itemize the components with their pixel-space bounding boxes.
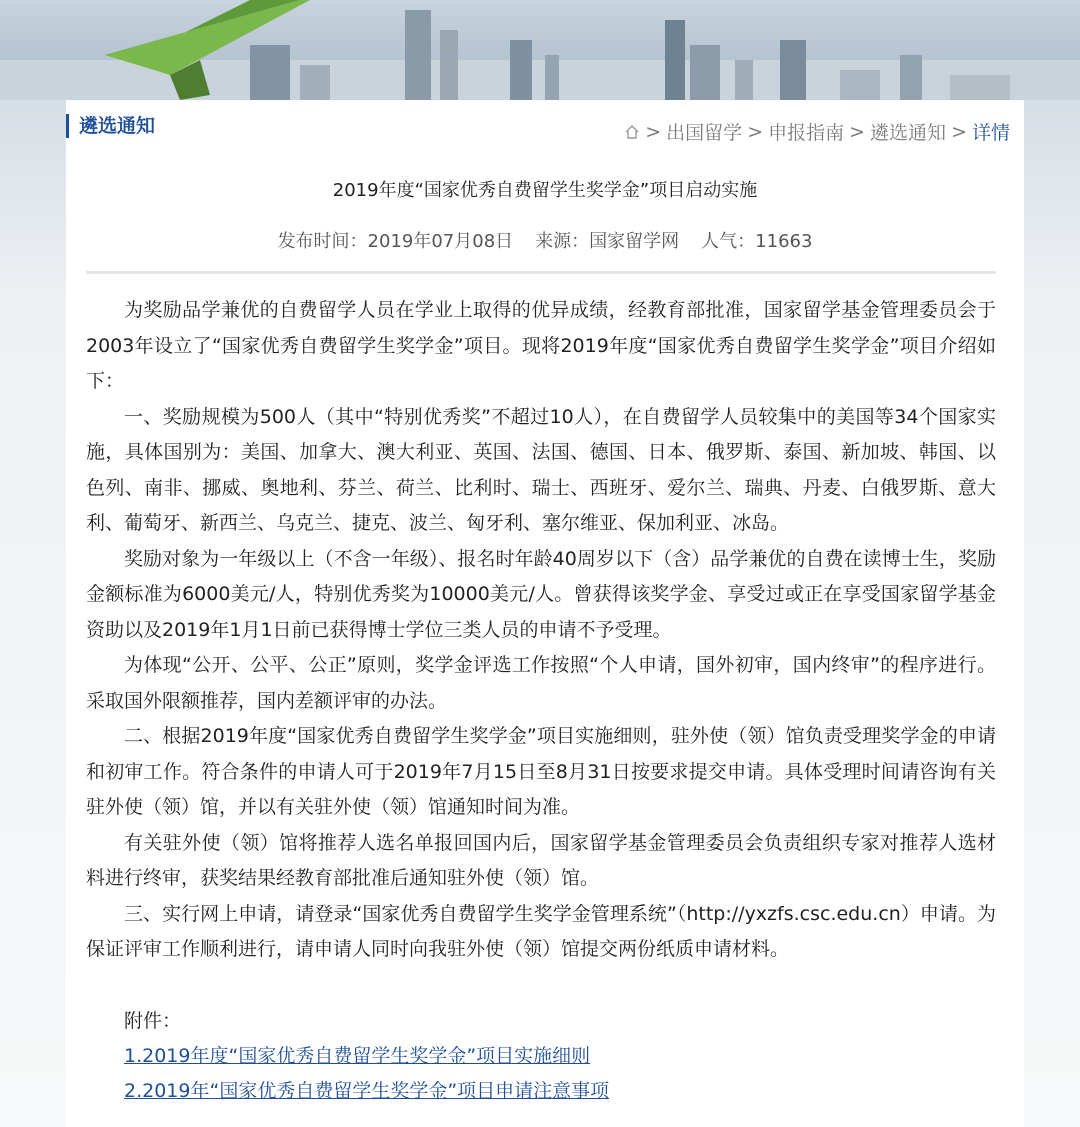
attachments-label: 附件：: [124, 1010, 182, 1032]
breadcrumb: [624, 118, 1010, 145]
article-meta: [66, 227, 1024, 253]
right-background-margin: [1024, 100, 1080, 1127]
attachment-link-implementation-rules[interactable]: 1.2019年度“国家优秀自费留学生奖学金”项目实施细则: [124, 1045, 591, 1067]
breadcrumb-item-application-guide[interactable]: 申报指南: [768, 122, 845, 144]
paragraph: 有关驻外使（领）馆将推荐人选名单报回国内后，国家留学基金管理委员会负责组织专家对推荐人选材料进行终审，获奖结果经教育部批准后通知驻外使（领）馆。: [86, 831, 996, 889]
attachment-link-application-notes[interactable]: 2.2019年“国家优秀自费留学生奖学金”项目申请注意事项: [124, 1080, 610, 1102]
view-count: 人气：11663: [701, 231, 813, 252]
paragraph: 奖励对象为一年级以上（不含一年级）、报名时年龄40周岁以下（含）品学兼优的自费在读博士生，奖励金额标准为6000美元/人，特别优秀奖为10000美元/人。曾获得该奖学金、享受过或正在享受国家留学基金资助以及2019年1月1日前已获得博士学位三类人员的申请不予受理。: [86, 547, 996, 641]
article-title: 2019年度“国家优秀自费留学生奖学金”项目启动实施: [332, 180, 758, 201]
section-label: 遴选通知: [66, 114, 155, 138]
breadcrumb-separator: >: [849, 120, 866, 143]
paragraph: 一、奖励规模为500人（其中“特别优秀奖”不超过10人），在自费留学人员较集中的美国等34个国家实施，具体国别为：美国、加拿大、澳大利亚、英国、法国、德国、日本、俄罗斯、泰国、新加坡、韩国、以色列、南非、挪威、奥地利、芬兰、荷兰、比利时、瑞士、西班牙、爱尔兰、瑞典、丹麦、白俄罗斯、意大利、葡萄牙、新西兰、乌克兰、捷克、波兰、匈牙利、塞尔维亚、保加利亚、冰岛。: [86, 405, 996, 534]
left-background-margin: [0, 100, 66, 1127]
article-panel: [66, 100, 1024, 1127]
paragraph: 为体现“公开、公平、公正”原则，奖学金评选工作按照“个人申请，国外初审，国内终审”的程序进行。采取国外限额推荐，国内差额评审的办法。: [86, 654, 996, 712]
breadcrumb-item-study-abroad[interactable]: 出国留学: [666, 122, 743, 144]
breadcrumb-item-selection-notice[interactable]: 遴选通知: [870, 122, 947, 144]
breadcrumb-separator: >: [951, 120, 967, 143]
breadcrumb-item-details: 详情: [971, 122, 1010, 144]
publish-date: 发布时间：2019年07月08日: [277, 231, 514, 252]
home-icon[interactable]: [624, 124, 640, 140]
breadcrumb-separator: >: [747, 120, 764, 143]
paragraph: 三、实行网上申请，请登录“国家优秀自费留学生奖学金管理系统”（http://yxzfs.csc.edu.cn）申请。为保证评审工作顺利进行，请申请人同时向我驻外使（领）馆提交两份纸质申请材料。: [86, 902, 996, 960]
attachments: [124, 1004, 609, 1109]
paragraph: 二、根据2019年度“国家优秀自费留学生奖学金”项目实施细则，驻外使（领）馆负责受理奖学金的申请和初审工作。符合条件的申请人可于2019年7月15日至8月31日按要求提交申请。具体受理时间请咨询有关驻外使（领）馆，并以有关驻外使（领）馆通知时间为准。: [86, 725, 996, 818]
article-source: 来源：国家留学网: [535, 231, 680, 252]
article-body: [86, 293, 996, 968]
breadcrumb-separator: >: [645, 120, 662, 143]
paragraph: 为奖励品学兼优的自费留学人员在学业上取得的优异成绩，经教育部批准，国家留学基金管理委员会于2003年设立了“国家优秀自费留学生奖学金”项目。现将2019年度“国家优秀自费留学生奖学金”项目介绍如下：: [86, 299, 996, 392]
divider: [86, 271, 996, 274]
